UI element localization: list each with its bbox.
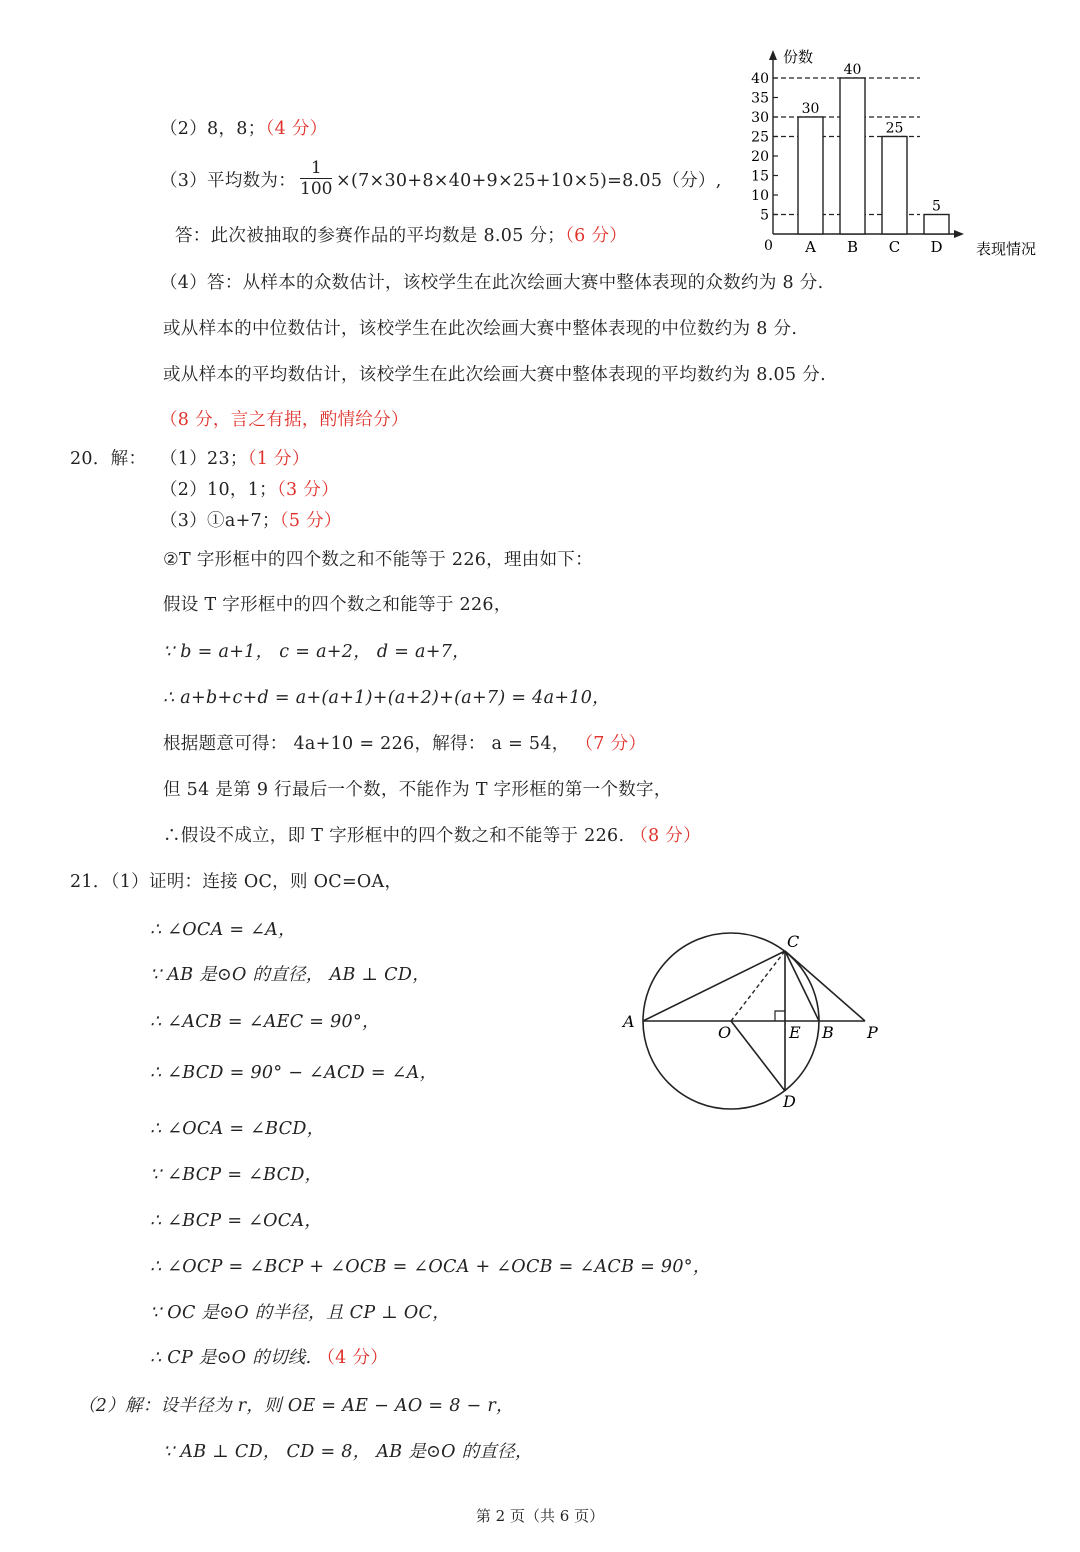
bar-C (882, 137, 907, 235)
x-tick-label-A: A (805, 238, 816, 256)
q20-line6: 但 54 是第 9 行最后一个数，不能作为 T 字形框的第一个数字， (163, 780, 672, 800)
q20-line7-text: ∴假设不成立，即 T 字形框中的四个数之和不能等于 226. (163, 826, 625, 846)
page-footer: 第 2 页（共 6 页） (475, 1507, 605, 1525)
q20-line2: 假设 T 字形框中的四个数之和能等于 226， (163, 595, 512, 615)
q19-part4-line3: 或从样本的平均数估计，该校学生在此次绘画大赛中整体表现的平均数约为 8.05 分. (163, 365, 826, 385)
label-o: O (718, 1023, 732, 1042)
q21-step-9: ∵ OC 是⊙O 的半径，且 CP ⊥ OC， (150, 1303, 451, 1323)
y-tick-label-30: 30 (751, 110, 769, 126)
line-ac (643, 951, 785, 1021)
q21-step-8: ∴ ∠OCP = ∠BCP + ∠OCB = ∠OCA + ∠OCB = ∠ACB = 90°， (150, 1257, 711, 1277)
y-tick-label-15: 15 (751, 168, 769, 185)
x-axis-arrow (954, 230, 964, 238)
y-tick-label-35: 35 (751, 90, 769, 107)
fraction-denominator: 100 (300, 179, 333, 199)
label-c: C (787, 932, 800, 951)
q20-head: 20．解： (70, 449, 147, 469)
label-a: A (623, 1012, 635, 1031)
y-tick-label-20: 20 (751, 149, 769, 165)
y-axis-label: 份数 (783, 48, 814, 66)
q21-step-4: ∴ ∠BCD = 90° − ∠ACD = ∠A， (150, 1063, 438, 1083)
fraction-numerator: 1 (300, 158, 332, 179)
q20-line3: ∵ b = a+1， c = a+2， d = a+7， (163, 642, 470, 662)
label-p: P (867, 1023, 878, 1042)
y-tick-label-40: 40 (751, 71, 769, 87)
label-d: D (783, 1092, 796, 1111)
q19-part3-answer (175, 224, 627, 248)
q21-step-5: ∴ ∠OCA = ∠BCD， (150, 1119, 325, 1139)
q19-fraction (300, 158, 332, 199)
q20-line7-score: （8 分） (630, 826, 701, 846)
label-e: E (789, 1023, 801, 1042)
q21-part2-line1: （2）解：设半径为 r，则 OE = AE − AO = 8 − r， (78, 1396, 514, 1416)
y-axis-arrow (769, 50, 777, 60)
q19-part3-expression: ×(7×30+8×40+9×25+10×5)=8.05（分）, (336, 171, 722, 191)
label-b: B (822, 1023, 834, 1042)
q20-line5-text: 根据题意可得： 4a+10 = 226，解得： a = 54， (163, 734, 570, 754)
q20-part1 (160, 447, 310, 471)
bar-D (924, 215, 949, 235)
bar-label-C: 25 (885, 120, 904, 137)
q20-part2-score: （3 分） (276, 480, 339, 500)
q20-part3-score: （5 分） (279, 511, 342, 531)
y-tick-label-25: 25 (751, 129, 769, 146)
q20-line5-score: （7 分） (575, 734, 647, 754)
q21-step-3: ∴ ∠ACB = ∠AEC = 90°， (150, 1012, 380, 1032)
origin-label: 0 (764, 238, 773, 254)
q21-head: 21．（1）证明：连接 OC，则 OC=OA， (70, 872, 403, 892)
q21-part2-line2: ∵ AB ⊥ CD， CD = 8， AB 是⊙O 的直径， (163, 1442, 533, 1462)
line-cp (785, 951, 865, 1021)
bar-B (840, 78, 865, 234)
q21-step-1: ∴ ∠OCA = ∠A， (150, 920, 296, 940)
q21-step-2: ∵ AB 是⊙O 的直径， AB ⊥ CD， (150, 965, 430, 985)
bar-A (798, 117, 823, 234)
circle-geometry-figure (615, 925, 890, 1115)
q20-part2 (160, 478, 339, 502)
q20-part2-text: （2）10，1； (160, 480, 277, 500)
q21-part1-score: （4 分） (317, 1348, 389, 1368)
q19-part4-line1: （4）答：从样本的众数估计，该校学生在此次绘画大赛中整体表现的众数约为 8 分. (160, 273, 824, 293)
x-tick-label-D: D (930, 238, 943, 256)
q19-part2-score: （4 分） (265, 119, 328, 139)
q19-part3-score: （6 分） (565, 226, 628, 246)
q19-part3-answer-text: 答：此次被抽取的参赛作品的平均数是 8.05 分； (175, 226, 566, 246)
y-tick-label-10: 10 (751, 188, 769, 204)
q20-line5 (163, 732, 646, 756)
line-cb (785, 951, 819, 1021)
q21-step-10-text: ∴ CP 是⊙O 的切线. (150, 1348, 312, 1368)
x-axis-label: 表现情况 (976, 240, 1037, 258)
bar-label-A: 30 (801, 101, 820, 117)
q21-step-6: ∵ ∠BCP = ∠BCD， (150, 1165, 323, 1185)
q21-step-7: ∴ ∠BCP = ∠OCA， (150, 1211, 323, 1231)
q20-line4: ∴ a+b+c+d = a+(a+1)+(a+2)+(a+7) = 4a+10， (163, 688, 610, 708)
q20-line7 (163, 824, 701, 848)
q20-part1-score: （1 分） (247, 449, 310, 469)
q20-part3 (160, 509, 342, 533)
q19-part4-score: （8 分，言之有据，酌情给分） (160, 410, 409, 430)
score-bar-chart (740, 40, 1060, 270)
q20-line1: ②T 字形框中的四个数之和不能等于 226，理由如下： (163, 550, 593, 570)
q20-part1-text: （1）23； (160, 449, 248, 469)
q19-part4-line2: 或从样本的中位数估计，该校学生在此次绘画大赛中整体表现的中位数约为 8 分. (163, 319, 798, 339)
x-tick-label-C: C (888, 238, 901, 256)
q19-part2-text: （2）8，8； (160, 119, 266, 139)
y-tick-label-5: 5 (760, 207, 769, 224)
q19-part2 (160, 117, 327, 141)
x-tick-label-B: B (846, 238, 859, 256)
bar-label-B: 40 (843, 62, 862, 78)
q19-part3-prefix: （3）平均数为： (160, 171, 297, 191)
q20-part3-text: （3）①a+7； (160, 511, 280, 531)
right-angle-mark (775, 1011, 785, 1021)
bar-label-D: 5 (932, 198, 941, 215)
q21-step-10 (150, 1346, 388, 1370)
line-od (731, 1021, 785, 1091)
